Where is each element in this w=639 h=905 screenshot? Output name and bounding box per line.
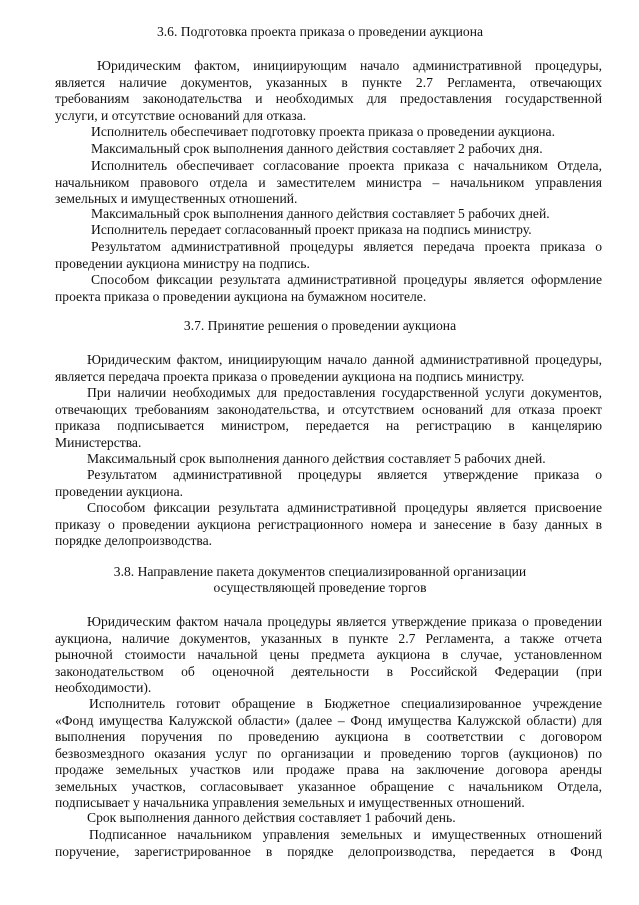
text-line: Юридическим фактом, инициирующим начало данной административной процедуры, — [87, 352, 602, 367]
text-line: Срок выполнения данного действия составляет 1 рабочий день. — [87, 810, 456, 825]
text-line: необходимости). — [55, 680, 152, 695]
text-line: начальником правового отдела и заместителем министра – начальником управления — [55, 174, 602, 190]
text-line: рыночной стоимости начальной цены предмета аукциона в случае, установленном — [55, 647, 602, 662]
text-line: приказу о проведении аукциона регистрационного номера и занесение в базу данных в — [55, 516, 602, 532]
para-3-8-3 — [55, 810, 602, 827]
text-line: услуги, и отсутствие оснований для отказа. — [55, 107, 307, 123]
text-line: требованиям законодательства и необходимых для предоставления государственной — [55, 91, 602, 106]
text-line: Исполнитель обеспечивает подготовку проекта приказа о проведении аукциона. — [91, 124, 555, 139]
text-line: Максимальный срок выполнения данного действия составляет 5 рабочих дней. — [87, 451, 546, 466]
para-3-7-5 — [55, 500, 602, 550]
text-line: отвечающих требованиям законодательства, и отсутствием оснований для отказа проект — [55, 401, 602, 417]
text-line: Результатом административной процедуры является утверждение приказа о — [87, 467, 602, 482]
text-line: Юридическим фактом начала процедуры является утверждение приказа о проведении — [87, 614, 602, 629]
para-3-6-3 — [55, 141, 602, 158]
text-line: проведении аукциона. — [55, 483, 184, 499]
text-line: Исполнитель передает согласованный проект приказа на подпись министру. — [91, 222, 532, 237]
text-line: является передача проекта приказа о проведении аукциона на подпись министру. — [55, 368, 525, 384]
para-3-8-1 — [55, 614, 602, 697]
text-line: поручение, зарегистрированное в порядке делопроизводства, передается в Фонд — [55, 843, 602, 859]
para-3-6-5 — [55, 206, 602, 223]
text-line: проекта приказа о проведении аукциона на бумажном носителе. — [55, 288, 427, 304]
text-line: Исполнитель готовит обращение в Бюджетное специализированное учреждение — [89, 696, 602, 711]
text-line: Исполнитель обеспечивает согласование проекта приказа с начальником Отдела, — [91, 158, 602, 173]
text-line: является наличие документов, указанных в пункте 2.7 Регламента, отвечающих — [55, 74, 602, 90]
text-line: земельных и имущественных отношений. — [55, 191, 298, 206]
text-line: выполнения поручения по проведению аукциона в соответствии с договором — [55, 729, 602, 744]
text-line: приказа подписывается министром, передается на регистрацию в канцелярию — [55, 418, 602, 433]
text-line: Результатом административной процедуры является передача проекта приказа о — [91, 239, 602, 254]
text-line: проведении аукциона министру на подпись. — [55, 255, 310, 271]
text-line: Подписанное начальником управления земельных и имущественных отношений — [89, 827, 602, 842]
text-line: продаже земельных участков или продаже права на заключение договора аренды — [55, 762, 602, 777]
text-line: безвозмездного оказания услуг по организации и проведению торгов (аукционов) по — [55, 745, 602, 761]
heading-3-7: 3.7. Принятие решения о проведении аукциона — [183, 318, 457, 333]
para-3-7-3 — [55, 451, 602, 468]
para-3-6-4 — [55, 158, 602, 208]
text-line: подписывает у начальника управления земельных и имущественных отношений. — [55, 795, 525, 810]
para-3-6-1 — [55, 58, 602, 124]
para-3-7-1 — [55, 352, 602, 385]
para-3-7-2 — [55, 385, 602, 451]
text-line: Министерства. — [55, 434, 142, 450]
text-line: Юридическим фактом, инициирующим начало административной процедуры, — [97, 58, 602, 73]
para-3-8-2 — [55, 696, 602, 812]
text-line: При наличии необходимых для предоставления государственной услуги документов, — [87, 385, 602, 400]
text-line: «Фонд имущества Калужской области» (далее – Фонд имущества Калужской области) для — [55, 712, 602, 728]
para-3-6-6 — [55, 222, 602, 239]
text-line: законодательством об оценочной деятельности в Российской Федерации (при — [55, 663, 602, 679]
text-line: Способом фиксации результата административной процедуры является присвоение — [87, 500, 602, 515]
para-3-7-4 — [55, 467, 602, 500]
text-line: Способом фиксации результата административной процедуры является оформление — [91, 272, 602, 287]
text-line: земельных участков, согласовывает указанное обращение с начальником Отдела, — [55, 778, 602, 794]
text-line: Максимальный срок выполнения данного действия составляет 2 рабочих дня. — [91, 141, 543, 156]
heading-3-8-line1: 3.8. Направление пакета документов специализированной организации — [113, 564, 527, 579]
para-3-8-4 — [55, 827, 602, 860]
para-3-6-8 — [55, 272, 602, 305]
text-line: аукциона, наличие документов, указанных в пункте 2.7 Регламента, а также отчета — [55, 630, 602, 646]
para-3-6-7 — [55, 239, 602, 272]
para-3-6-2 — [55, 124, 602, 141]
heading-3-8-line2: осуществляющей проведение торгов — [213, 580, 427, 595]
text-line: порядке делопроизводства. — [55, 533, 213, 548]
heading-3-6: 3.6. Подготовка проекта приказа о проведении аукциона — [156, 24, 484, 39]
text-line: Максимальный срок выполнения данного действия составляет 5 рабочих дней. — [91, 206, 550, 221]
